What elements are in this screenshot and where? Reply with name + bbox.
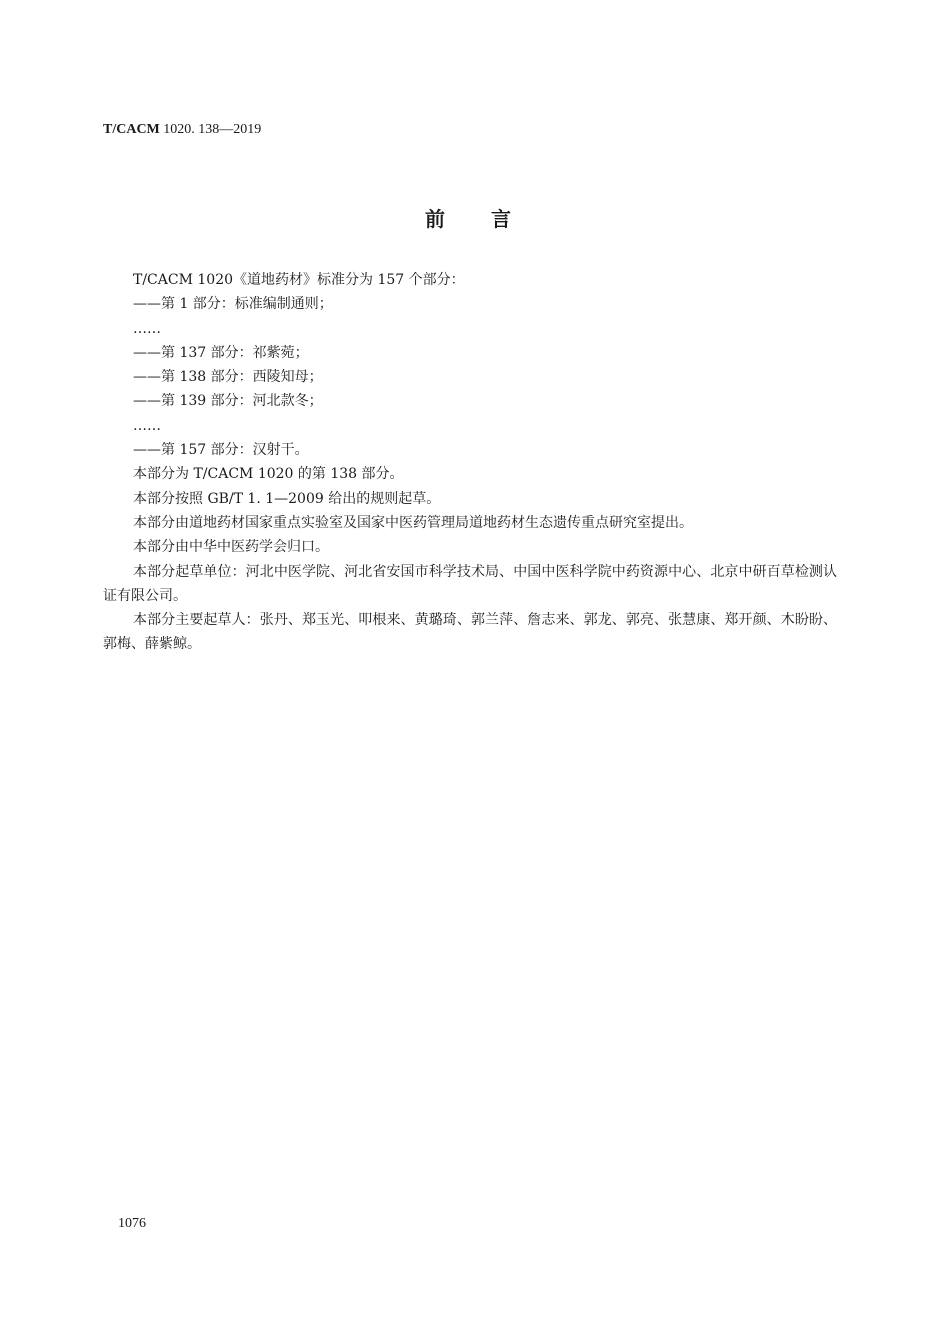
statement-line: 本部分由道地药材国家重点实验室及国家中医药管理局道地药材生态遗传重点研究室提出。 (133, 514, 693, 531)
part-item: ——第 137 部分：祁紫菀； (133, 344, 309, 361)
document-header (103, 121, 261, 139)
drafting-units-paragraph: 本部分起草单位：河北中医学院、河北省安国市科学技术局、中国中医科学院中药资源中心、北京中研百草检测认证有限公司。 (103, 563, 837, 604)
title-char-1: 前 (425, 207, 447, 231)
part-item-ellipsis: …… (133, 417, 161, 434)
standard-number: 1020. 138—2019 (159, 122, 262, 137)
part-item: ——第 1 部分：标准编制通则； (133, 296, 333, 313)
part-item: ——第 157 部分：汉射干。 (133, 442, 309, 459)
part-item: ——第 139 部分：河北款冬； (133, 393, 323, 410)
statement-line: 本部分由中华中医药学会归口。 (133, 539, 329, 556)
title-char-2: 言 (491, 207, 513, 231)
foreword-body (103, 268, 837, 657)
standard-code: T/CACM (103, 122, 160, 137)
statement-line: 本部分为 T/CACM 1020 的第 138 部分。 (133, 466, 404, 483)
main-drafters-paragraph: 本部分主要起草人：张丹、郑玉光、叩根来、黄璐琦、郭兰萍、詹志来、郭龙、郭亮、张慧康、郑开颜、木盼盼、郭梅、薛紫鲸。 (103, 612, 837, 653)
intro-line: T/CACM 1020《道地药材》标准分为 157 个部分： (133, 272, 465, 288)
part-item-ellipsis: …… (133, 320, 161, 337)
statement-line: 本部分按照 GB/T 1. 1—2009 给出的规则起草。 (133, 490, 441, 507)
page-number: 1076 (118, 1216, 146, 1231)
page-title (0, 203, 938, 232)
part-item: ——第 138 部分：西陵知母； (133, 369, 323, 386)
